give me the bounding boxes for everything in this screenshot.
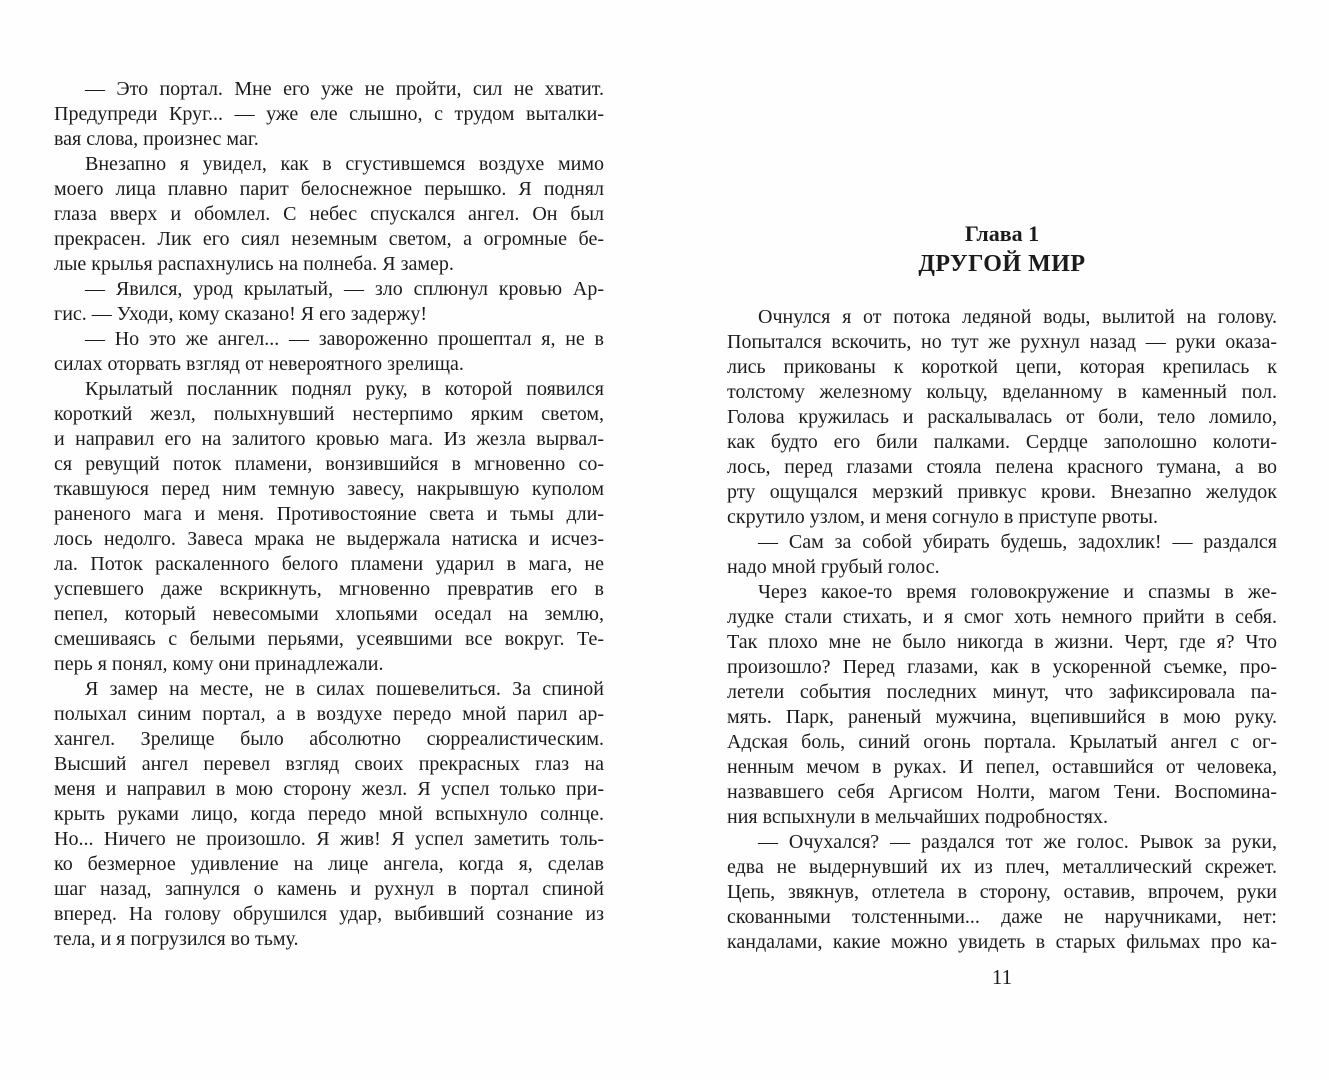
- text-line: ла. Поток раскаленного белого пламени ударил в мага, не: [54, 553, 604, 575]
- text-line: тела, и я погрузился во тьму.: [54, 928, 299, 950]
- text-line: назвавшего себя Аргисом Нолти, магом Тени. Воспомина-: [727, 781, 1277, 803]
- text-line: скованными толстенными... даже не наручниками, нет:: [727, 906, 1277, 928]
- text-line: Адская боль, синий огонь портала. Крылатый ангел с ог-: [727, 731, 1277, 753]
- text-line: Через какое-то время головокружение и спазмы в же-: [758, 581, 1277, 603]
- text-line: ко безмерное удивление на лице ангела, когда я, сделав: [54, 853, 604, 875]
- text-line: рту ощущался мерзкий привкус крови. Внезапно желудок: [727, 481, 1277, 503]
- text-line: пепел, который невесомыми хлопьями оседал на землю,: [54, 603, 604, 625]
- text-line: произошло? Перед глазами, как в ускоренной съемке, про-: [727, 656, 1277, 678]
- chapter-heading: [727, 220, 1277, 280]
- text-line: — Это портал. Мне его уже не пройти, сил не хватит.: [85, 78, 604, 100]
- text-line: — Очухался? — раздался тот же голос. Рывок за руки,: [758, 831, 1277, 853]
- text-line: — Сам за собой убирать будешь, задохлик! — раздался: [758, 531, 1277, 553]
- text-line: Голова кружилась и раскалывалась от боли, тело ломило,: [727, 406, 1277, 428]
- text-line: Цепь, звякнув, отлетела в сторону, оставив, впрочем, руки: [727, 881, 1277, 903]
- text-line: лось, перед глазами стояла пелена красного тумана, а во: [727, 456, 1277, 478]
- text-line: короткий жезл, полыхнувший нестерпимо ярким светом,: [54, 403, 604, 425]
- text-line: ния вспыхнули в мельчайших подробностях.: [727, 806, 1108, 828]
- text-line: шаг назад, запнулся о камень и рухнул в портал спиной: [54, 878, 604, 900]
- text-line: ненным мечом в руках. И пепел, оставшийся от человека,: [727, 756, 1277, 778]
- right-page-text: [727, 305, 1277, 955]
- page-right: [664, 0, 1329, 1080]
- text-line: крыть руками лицо, когда передо мной вспыхнуло солнце.: [54, 803, 604, 825]
- text-line: успевшего даже вскрикнуть, мгновенно превратив его в: [54, 578, 604, 600]
- text-line: летели события последних минут, что зафиксировала па-: [727, 681, 1277, 703]
- text-line: раненого мага и меня. Противостояние света и тьмы дли-: [54, 503, 604, 525]
- text-line: надо мной грубый голос.: [727, 556, 940, 578]
- text-line: лые крылья распахнулись на полнеба. Я замер.: [54, 253, 454, 275]
- text-line: хангел. Зрелище было абсолютно сюрреалистическим.: [54, 728, 604, 750]
- text-line: скрутило узлом, и меня согнуло в приступе рвоты.: [727, 506, 1158, 528]
- text-line: едва не выдернувший их из плеч, металлический скрежет.: [727, 856, 1277, 878]
- text-line: Внезапно я увидел, как в сгустившемся воздухе мимо: [85, 153, 604, 175]
- text-line: прекрасен. Лик его сиял неземным светом, а огромные бе-: [54, 228, 604, 250]
- text-line: Крылатый посланник поднял руку, в которой появился: [85, 378, 604, 400]
- text-line: Высший ангел перевел взгляд своих прекрасных глаз на: [54, 753, 604, 775]
- text-line: Так плохо мне не было никогда в жизни. Черт, где я? Что: [727, 631, 1277, 653]
- text-line: смешиваясь с белыми перьями, усеявшими все вокруг. Те-: [54, 628, 604, 650]
- text-line: глаза вверх и обомлел. С небес спускался ангел. Он был: [54, 203, 604, 225]
- text-line: мять. Парк, раненый мужчина, вцепившийся в мою руку.: [727, 706, 1277, 728]
- text-line: перь я понял, кому они принадлежали.: [54, 653, 384, 675]
- text-line: вая слова, произнес маг.: [54, 128, 259, 150]
- chapter-label: Глава 1: [964, 221, 1040, 246]
- chapter-title: ДРУГОЙ МИР: [918, 251, 1086, 277]
- text-line: силах оторвать взгляд от невероятного зрелища.: [54, 353, 464, 375]
- text-line: ся ревущий поток пламени, вонзившийся в мгновенно со-: [54, 453, 604, 475]
- text-line: лось недолго. Завеса мрака не выдержала натиска и исчез-: [54, 528, 604, 550]
- text-line: ткавшуюся перед ним темную завесу, накрывшую куполом: [54, 478, 604, 500]
- page-left: [0, 0, 664, 1080]
- text-line: меня и направил в мою сторону жезл. Я успел только при-: [54, 778, 604, 800]
- text-line: — Но это же ангел... — завороженно прошептал я, не в: [85, 328, 604, 350]
- text-line: Попытался вскочить, но тут же рухнул назад — руки оказа-: [727, 331, 1277, 353]
- text-line: и направил его на залитого кровью мага. Из жезла вырвал-: [54, 428, 604, 450]
- text-line: лись прикованы к короткой цепи, которая крепилась к: [727, 356, 1277, 378]
- text-line: — Явился, урод крылатый, — зло сплюнул кровью Ар-: [85, 278, 604, 300]
- text-line: лудке стали стихать, и я смог хоть немного прийти в себя.: [727, 606, 1277, 628]
- text-line: Но... Ничего не произошло. Я жив! Я успел заметить толь-: [54, 828, 604, 850]
- text-line: Очнулся я от потока ледяной воды, вылитой на голову.: [758, 306, 1277, 328]
- text-line: толстому железному кольцу, вделанному в каменный пол.: [727, 381, 1277, 403]
- text-line: Предупреди Круг... — уже еле слышно, с трудом выталки-: [54, 103, 604, 125]
- text-line: кандалами, какие можно увидеть в старых фильмах про ка-: [727, 931, 1277, 953]
- text-line: гис. — Уходи, кому сказано! Я его задержу!: [54, 303, 427, 325]
- text-line: как будто его били палками. Сердце заполошно колоти-: [727, 431, 1277, 453]
- text-line: полыхал синим портал, а в воздухе передо мной парил ар-: [54, 703, 604, 725]
- left-page-text: [54, 77, 604, 952]
- text-line: моего лица плавно парит белоснежное перышко. Я поднял: [54, 178, 604, 200]
- text-line: вперед. На голову обрушился удар, выбивший сознание из: [54, 903, 604, 925]
- page-number: 11: [991, 965, 1013, 989]
- text-line: Я замер на месте, не в силах пошевелиться. За спиной: [85, 678, 604, 700]
